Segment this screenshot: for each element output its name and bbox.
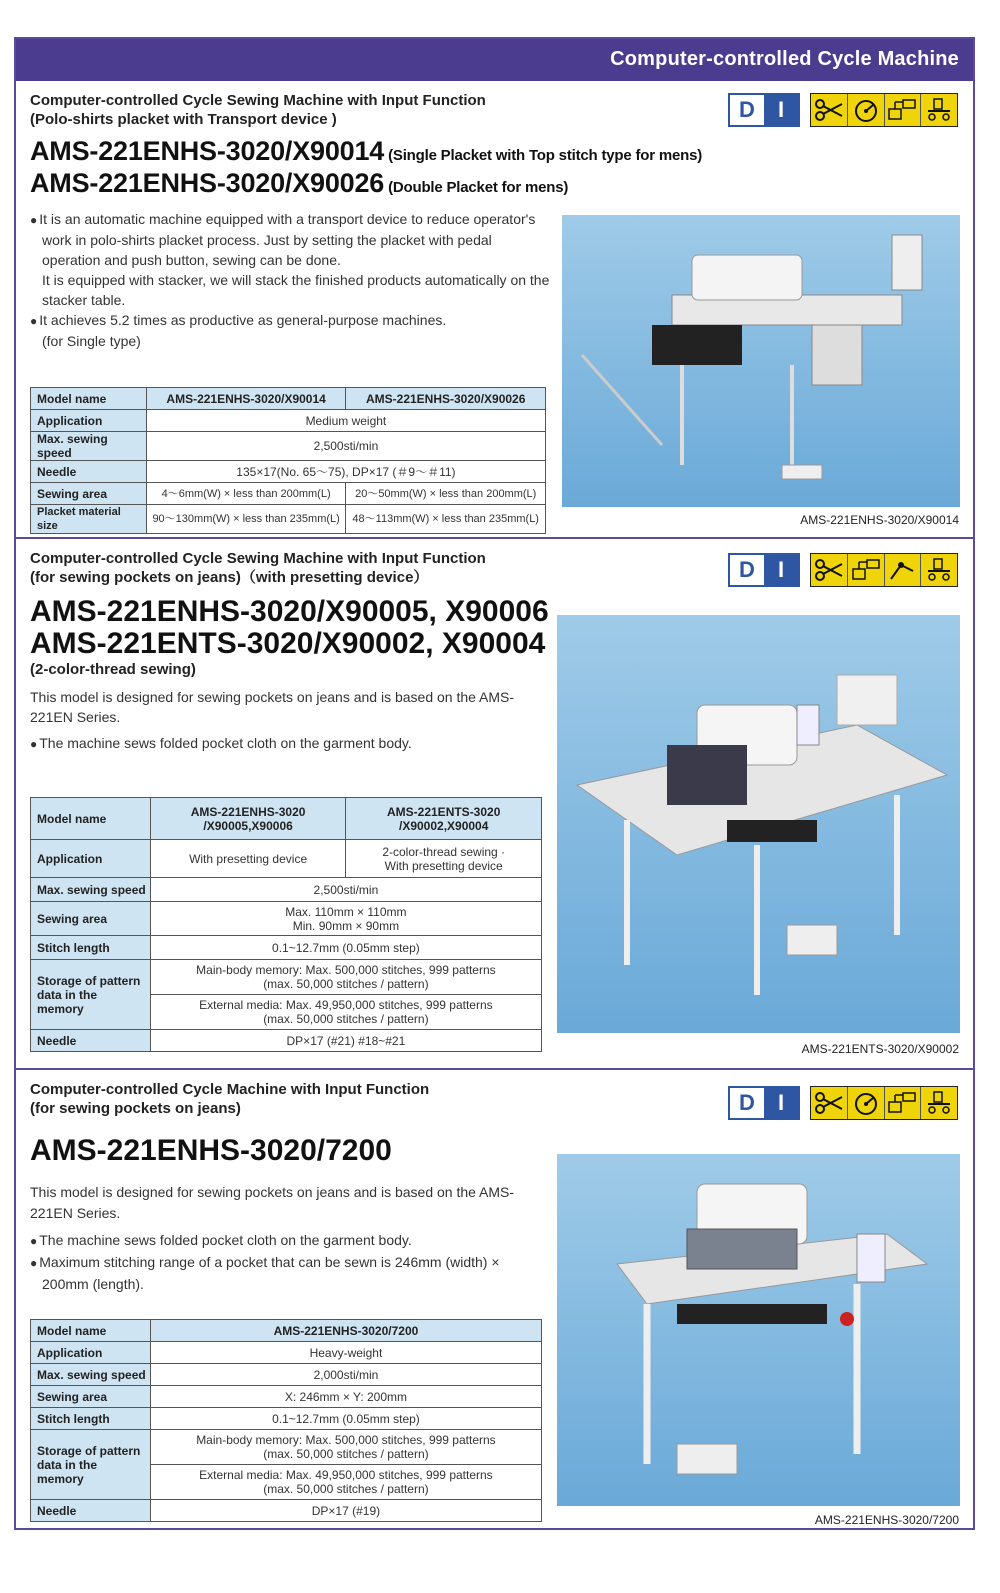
section3-model-1: AMS-221ENHS-3020/7200 bbox=[30, 1134, 392, 1167]
value-line: (max. 50,000 stitches / pattern) bbox=[263, 1482, 429, 1496]
value-cell: 2,000sti/min bbox=[150, 1364, 541, 1386]
section1-description bbox=[30, 209, 550, 351]
speed-gauge-icon bbox=[848, 1087, 885, 1119]
di-badge bbox=[728, 1086, 800, 1120]
value-line: (max. 50,000 stitches / pattern) bbox=[263, 977, 429, 991]
machine-photo-x90002 bbox=[557, 615, 960, 1033]
flow-icon bbox=[921, 1087, 957, 1119]
table-row bbox=[31, 840, 542, 878]
table-row bbox=[31, 936, 542, 960]
table-row bbox=[31, 1500, 542, 1522]
flow-icon bbox=[921, 554, 957, 586]
value-cell: DP×17 (#21) #18~#21 bbox=[150, 1030, 541, 1052]
photo-caption: AMS-221ENTS-3020/X90002 bbox=[801, 1042, 959, 1056]
table-row bbox=[31, 1342, 542, 1364]
scissors-icon bbox=[811, 1087, 848, 1119]
label-cell: Max. sewing speed bbox=[31, 878, 151, 902]
label-cell: Sewing area bbox=[31, 902, 151, 936]
table-row bbox=[31, 461, 546, 483]
badge-d: D bbox=[730, 95, 764, 125]
value-cell: With presetting device bbox=[150, 840, 346, 878]
label-cell bbox=[31, 1430, 151, 1500]
arm-icon bbox=[885, 554, 922, 586]
label-cell bbox=[31, 960, 151, 1030]
section3-description bbox=[30, 1182, 530, 1295]
table-row bbox=[31, 798, 542, 840]
table-row bbox=[31, 1430, 542, 1465]
table-row bbox=[31, 1320, 542, 1342]
model-2-note: (Double Placket for mens) bbox=[388, 179, 569, 196]
xy-table-icon bbox=[885, 1087, 922, 1119]
header-cell: AMS-221ENHS-3020/X90014 bbox=[146, 388, 346, 410]
value-line: 2-color-thread sewing · bbox=[382, 844, 506, 859]
scissors-icon bbox=[811, 94, 848, 126]
table-row bbox=[31, 388, 546, 410]
di-badge bbox=[728, 93, 800, 127]
section2-model-1: AMS-221ENHS-3020/X90005, X90006 bbox=[30, 595, 549, 628]
badge-i: I bbox=[764, 555, 798, 585]
section1-para-2: It is equipped with stacker, we will stack the finished products automatically on the stacker table. bbox=[42, 272, 550, 308]
table-row bbox=[31, 878, 542, 902]
scissors-icon bbox=[811, 554, 848, 586]
section1-para-3b: (for Single type) bbox=[42, 333, 141, 349]
function-icons bbox=[810, 553, 958, 587]
value-line: External media: Max. 49,950,000 stitches, 999 patterns bbox=[199, 1468, 493, 1482]
label-cell: Sewing area bbox=[31, 1386, 151, 1408]
value-cell: 0.1~12.7mm (0.05mm step) bbox=[150, 936, 541, 960]
value-cell bbox=[150, 960, 541, 995]
header-line: AMS-221ENTS-3020 bbox=[387, 804, 501, 819]
badge-i: I bbox=[764, 95, 798, 125]
label-line: Storage of pattern bbox=[37, 973, 141, 988]
value-cell bbox=[346, 840, 542, 878]
section2-model-2: AMS-221ENTS-3020/X90002, X90004 bbox=[30, 627, 546, 660]
label-cell: Application bbox=[31, 840, 151, 878]
header-cell: AMS-221ENHS-3020/7200 bbox=[150, 1320, 541, 1342]
xy-table-icon bbox=[885, 94, 922, 126]
value-line: External media: Max. 49,950,000 stitches, 999 patterns bbox=[199, 998, 493, 1012]
section1-model-1 bbox=[30, 136, 702, 167]
value-line: Max. 110mm × 110mm bbox=[285, 904, 407, 919]
value-cell: Heavy-weight bbox=[150, 1342, 541, 1364]
value-line: (max. 50,000 stitches / pattern) bbox=[263, 1012, 429, 1026]
header-line: /X90005,X90006 bbox=[203, 818, 293, 833]
section2-description bbox=[30, 687, 530, 754]
value-cell bbox=[150, 1430, 541, 1465]
machine-photo-7200 bbox=[557, 1154, 960, 1506]
header-cell bbox=[150, 798, 346, 840]
photo-caption: AMS-221ENHS-3020/X90014 bbox=[800, 513, 959, 527]
value-line: Main-body memory: Max. 500,000 stitches, 999 patterns bbox=[196, 1433, 496, 1447]
machine-photo-x90014 bbox=[562, 215, 960, 507]
value-cell: Medium weight bbox=[146, 410, 545, 432]
label-cell: Model name bbox=[31, 388, 147, 410]
value-cell: X: 246mm × Y: 200mm bbox=[150, 1386, 541, 1408]
table-row bbox=[31, 410, 546, 432]
section2-subtitle-line1: Computer-controlled Cycle Sewing Machine with Input Function bbox=[30, 550, 486, 567]
photo-caption: AMS-221ENHS-3020/7200 bbox=[814, 1513, 959, 1527]
table-row bbox=[31, 960, 542, 995]
section2-spec-table bbox=[30, 797, 542, 1052]
table-row bbox=[31, 1386, 542, 1408]
section1-subtitle-line1: Computer-controlled Cycle Sewing Machine with Input Function bbox=[30, 92, 486, 109]
header-bar bbox=[16, 39, 973, 81]
section1-model-2 bbox=[30, 168, 568, 199]
model-2-name: AMS-221ENHS-3020/X90026 bbox=[30, 168, 385, 198]
header-line: /X90002,X90004 bbox=[398, 818, 489, 833]
badge-d: D bbox=[730, 1088, 764, 1118]
section2-subtitle-line2: (for sewing pockets on jeans)（with presetting device） bbox=[30, 569, 429, 586]
label-cell: Max. sewing speed bbox=[31, 1364, 151, 1386]
flow-icon bbox=[921, 94, 957, 126]
value-cell: 0.1~12.7mm (0.05mm step) bbox=[150, 1408, 541, 1430]
section2-model-note: (2-color-thread sewing) bbox=[30, 661, 196, 678]
header-cell: AMS-221ENHS-3020/X90026 bbox=[346, 388, 546, 410]
badge-d: D bbox=[730, 555, 764, 585]
section-x90014 bbox=[16, 81, 973, 539]
section3-bullet-2: ● Maximum stitching range of a pocket that can be sewn is 246mm (width) × 200mm (length). bbox=[30, 1252, 530, 1295]
speed-gauge-icon bbox=[848, 94, 885, 126]
section3-para-1: This model is designed for sewing pockets on jeans and is based on the AMS-221EN Series. bbox=[30, 1184, 515, 1221]
label-cell: Sewing area bbox=[31, 483, 147, 505]
label-cell: Placket material size bbox=[31, 505, 147, 534]
section1-spec-table bbox=[30, 387, 546, 534]
section3-bullet-1: ● The machine sews folded pocket cloth on the garment body. bbox=[30, 1230, 530, 1252]
page-title: Computer-controlled Cycle Machine bbox=[610, 48, 959, 70]
section1-subtitle bbox=[30, 91, 486, 129]
label-cell: Model name bbox=[31, 1320, 151, 1342]
table-row bbox=[31, 1408, 542, 1430]
label-cell: Needle bbox=[31, 1500, 151, 1522]
section1-bullet-2: ● It achieves 5.2 times as productive as general-purpose machines. bbox=[30, 310, 550, 331]
value-cell: 2,500sti/min bbox=[146, 432, 545, 461]
value-cell: 90～130mm(W) × less than 235mm(L) bbox=[146, 505, 346, 534]
catalog-page-frame bbox=[14, 37, 975, 1530]
section3-spec-table bbox=[30, 1319, 542, 1522]
value-line: Min. 90mm × 90mm bbox=[292, 918, 400, 933]
section2-bullet-1: ● The machine sews folded pocket cloth on the garment body. bbox=[30, 733, 530, 754]
label-cell: Stitch length bbox=[31, 1408, 151, 1430]
value-line: (max. 50,000 stitches / pattern) bbox=[263, 1447, 429, 1461]
badge-i: I bbox=[764, 1088, 798, 1118]
section2-subtitle bbox=[30, 549, 486, 587]
table-row bbox=[31, 902, 542, 936]
value-cell bbox=[150, 995, 541, 1030]
value-cell bbox=[150, 1465, 541, 1500]
value-line: With presetting device bbox=[384, 858, 503, 873]
label-cell: Application bbox=[31, 1342, 151, 1364]
table-row bbox=[31, 1030, 542, 1052]
label-cell: Max. sewing speed bbox=[31, 432, 147, 461]
value-cell: DP×17 (#19) bbox=[150, 1500, 541, 1522]
function-icons bbox=[810, 1086, 958, 1120]
section3-subtitle-line2: (for sewing pockets on jeans) bbox=[30, 1100, 241, 1117]
table-row bbox=[31, 432, 546, 461]
label-line: data in the memory bbox=[37, 1457, 98, 1486]
table-row bbox=[31, 1364, 542, 1386]
value-cell: 4～6mm(W) × less than 200mm(L) bbox=[146, 483, 346, 505]
section1-subtitle-line2: (Polo-shirts placket with Transport device ) bbox=[30, 111, 337, 128]
value-cell: 2,500sti/min bbox=[150, 878, 541, 902]
table-row bbox=[31, 505, 546, 534]
section-x90005 bbox=[16, 539, 973, 1070]
model-1-note: (Single Placket with Top stitch type for mens) bbox=[388, 147, 703, 164]
table-row bbox=[31, 483, 546, 505]
header-cell bbox=[346, 798, 542, 840]
model-1-name: AMS-221ENHS-3020/X90014 bbox=[30, 136, 385, 166]
di-badge bbox=[728, 553, 800, 587]
section-7200 bbox=[16, 1070, 973, 1530]
label-line: Storage of pattern bbox=[37, 1443, 141, 1458]
value-cell: 48～113mm(W) × less than 235mm(L) bbox=[346, 505, 546, 534]
xy-table-icon bbox=[848, 554, 885, 586]
section3-subtitle bbox=[30, 1080, 429, 1118]
section3-subtitle-line1: Computer-controlled Cycle Machine with Input Function bbox=[30, 1081, 430, 1098]
function-icons bbox=[810, 93, 958, 127]
label-line: data in the memory bbox=[37, 987, 98, 1016]
header-line: AMS-221ENHS-3020 bbox=[190, 804, 306, 819]
section1-bullet-1: ● It is an automatic machine equipped with a transport device to reduce operator's work in polo-shirts placket process. Just by setting the placket with pedal operation and push button, sewing can be done. bbox=[30, 209, 550, 270]
label-cell: Stitch length bbox=[31, 936, 151, 960]
label-cell: Application bbox=[31, 410, 147, 432]
section2-para-1: This model is designed for sewing pockets on jeans and is based on the AMS-221EN Series. bbox=[30, 689, 515, 725]
value-line: Main-body memory: Max. 500,000 stitches, 999 patterns bbox=[196, 963, 496, 977]
value-cell: 20～50mm(W) × less than 200mm(L) bbox=[346, 483, 546, 505]
value-cell bbox=[150, 902, 541, 936]
label-cell: Needle bbox=[31, 1030, 151, 1052]
label-cell: Model name bbox=[31, 798, 151, 840]
value-cell: 135×17(No. 65～75), DP×17 (＃9～＃11) bbox=[146, 461, 545, 483]
label-cell: Needle bbox=[31, 461, 147, 483]
